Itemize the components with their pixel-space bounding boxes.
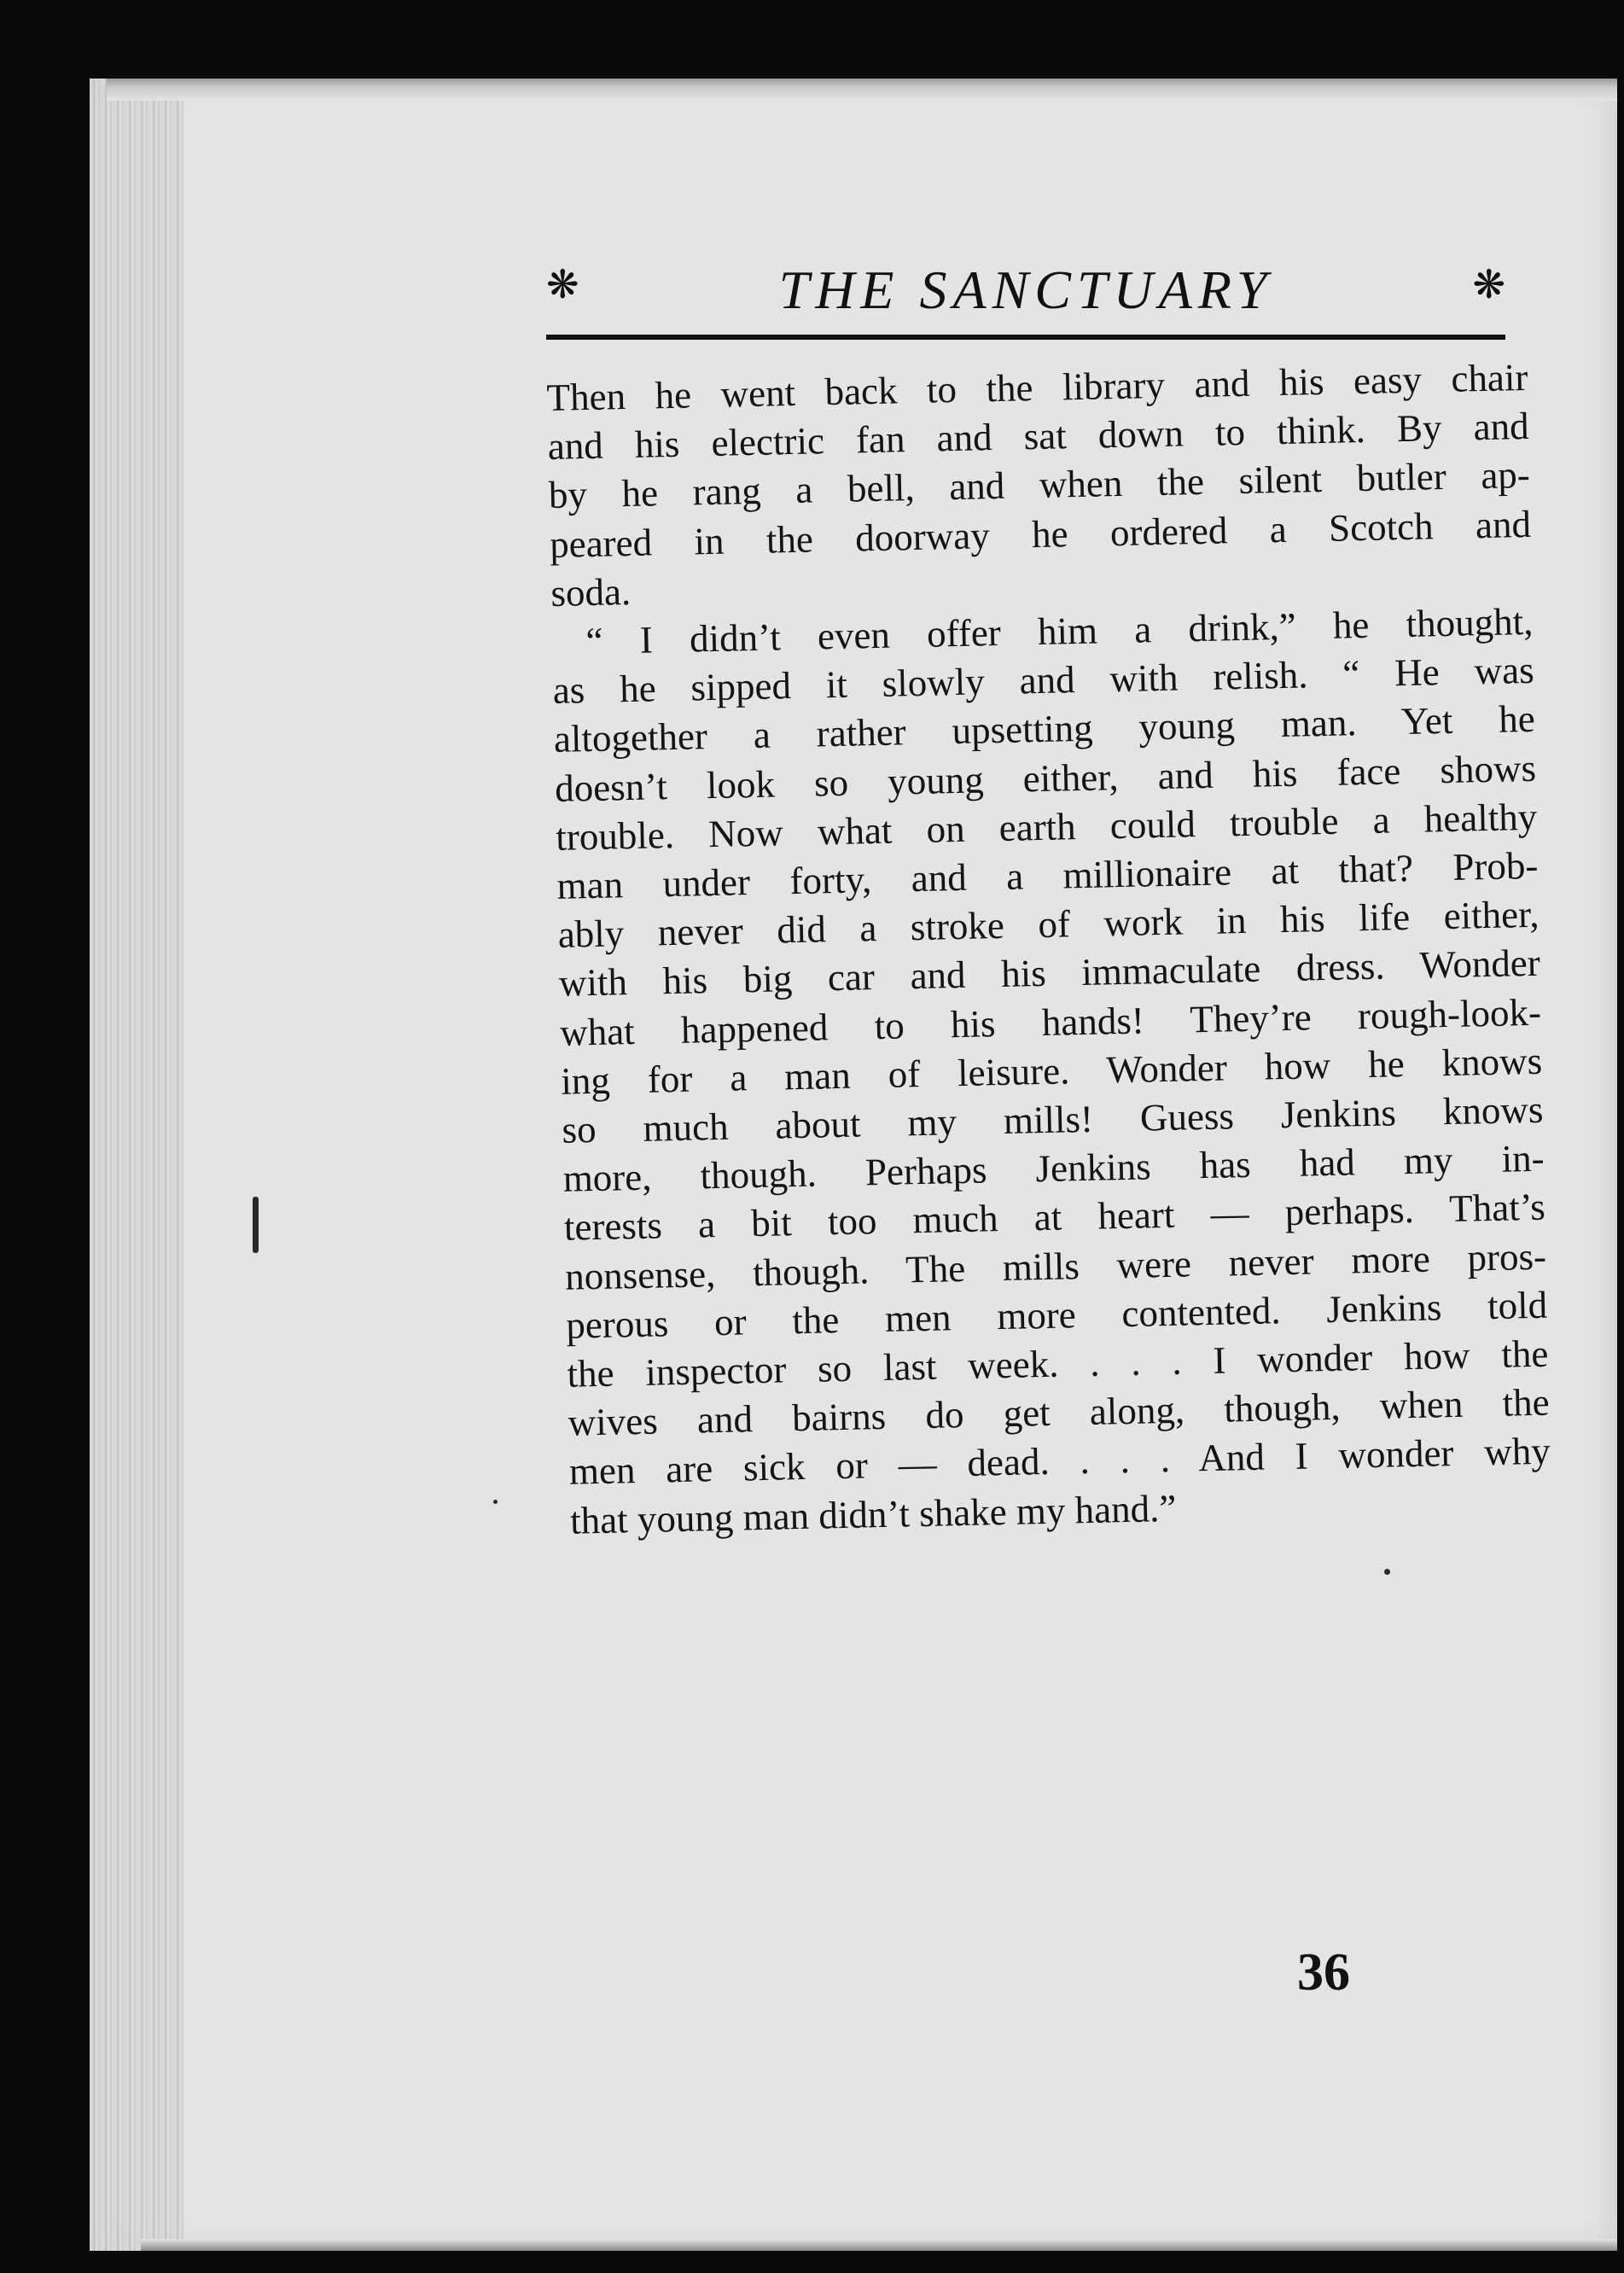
scan-speck [493,1500,498,1504]
text-line: more, though. Perhaps Jenkins has had my in- [562,1136,1545,1201]
text-line: soda. [550,569,632,615]
text-line: ably never did a stroke of work in his life either, [557,893,1540,957]
text-line: doesn’t look so young either, and his face shows [554,746,1537,810]
text-line: men are sick or — dead. . . . And I wonder why [568,1430,1551,1494]
text-line: the inspector so last week. . . . I wonder how the [567,1332,1549,1396]
running-header [546,256,1505,324]
text-line: so much about my mills! Guess Jenkins knows [562,1087,1544,1151]
text-line: terests a bit too much at heart — perhaps. That’s [563,1186,1546,1250]
text-line: “ I didn’t even offer him a drink,” he thought, [585,599,1534,663]
running-title: THE SANCTUARY [778,259,1273,320]
page-number: 36 [1297,1944,1350,2002]
text-line: as he sipped it slowly and with relish. “ He was [552,649,1535,713]
scan-speck [253,1197,259,1253]
text-line: trouble. Now what on earth could trouble a healthy [555,795,1538,859]
text-line: nonsense, though. The mills were never more pros- [564,1234,1547,1298]
text-line: by he rang a bell, and when the silent butler ap- [548,453,1531,517]
text-line: what happened to his hands! They’re rough-look- [559,990,1542,1054]
ornament-right-icon: ❋ [1472,261,1505,307]
text-line: perous or the men more contented. Jenkins told [565,1283,1548,1347]
text-line: and his electric fan and sat down to think. By and [547,405,1530,469]
scan-speck [1384,1569,1390,1575]
text-line: Then he went back to the library and his easy chair [546,355,1528,419]
page-bottom-edge [141,2239,1617,2251]
text-line: with his big car and his immaculate dress. Wonder [558,941,1541,1005]
paragraph-2 [551,597,1552,1546]
text-line: man under forty, and a millionaire at that? Prob- [556,843,1539,907]
paragraph-1 [546,353,1533,618]
page-top-edge [107,79,1617,101]
body-text [546,353,1551,1546]
text-line: wives and bairns do get along, though, when the [568,1380,1551,1444]
text-line: peared in the doorway he ordered a Scotch and [549,502,1532,566]
header-rule [546,335,1505,340]
text-line: that young man didn’t shake my hand.” [569,1486,1177,1542]
text-line: altogether a rather upsetting young man. Yet he [553,697,1536,761]
ornament-left-icon: ❋ [546,261,579,307]
text-line: ing for a man of leisure. Wonder how he knows [560,1039,1543,1103]
page-edges [90,79,183,2251]
